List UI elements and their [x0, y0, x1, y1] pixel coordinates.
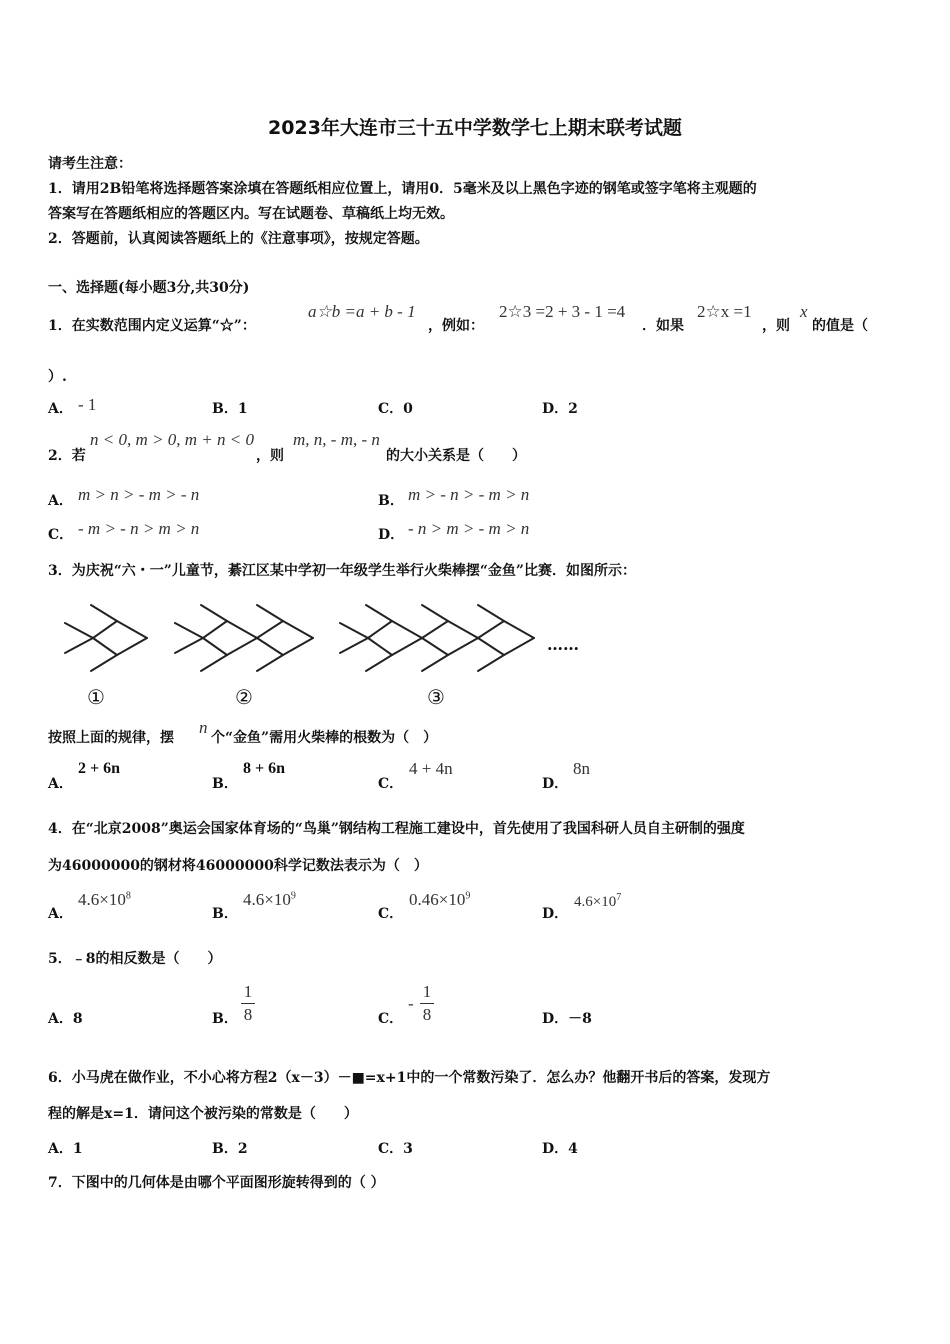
- q5-option-b-label: B．: [212, 1011, 238, 1027]
- q3-option-b-label: B．: [212, 776, 238, 792]
- q5-option-d: D．－8: [542, 1011, 592, 1027]
- q5-option-c-numerator: 1: [422, 982, 432, 1001]
- q3-question-b: 个“金鱼”需用火柴棒的根数为（ ）: [211, 730, 438, 746]
- q4-option-b-base: 4.6×10: [243, 890, 291, 909]
- q1-definition: a☆b =a + b - 1: [308, 302, 416, 321]
- q6-line-1: 6．小马虎在做作业，不小心将方程2（x－3）－■=x+1中的一个常数污染了．怎么办？他翻开书后的答案，发现方: [48, 1070, 771, 1086]
- q4-option-d-exp: 7: [616, 892, 622, 903]
- q1-option-a: - 1: [78, 395, 97, 414]
- q6-option-b: B．2: [212, 1141, 248, 1157]
- section-heading: 一、选择题(每小题3分,共30分): [48, 280, 250, 296]
- figure-ellipsis: ……: [547, 635, 579, 654]
- q2-text-1: 2．若: [48, 448, 86, 464]
- q4-option-c-exp: 9: [465, 890, 471, 902]
- q5-option-a: A．8: [48, 1011, 83, 1027]
- q3-option-a: 2 + 6n: [78, 760, 121, 777]
- q4-option-a-base: 4.6×10: [78, 890, 126, 909]
- q3-text: 3．为庆祝“六・一”儿童节，綦江区某中学初一年级学生举行火柴棒摆“金鱼”比赛．如图所示：: [48, 563, 636, 579]
- q4-option-a-label: A．: [48, 906, 73, 922]
- fraction-bar: [420, 1003, 434, 1004]
- fraction-bar: [241, 1003, 255, 1004]
- q2-option-d: - n > m > - m > n: [408, 519, 530, 538]
- q5-option-c-denominator: 8: [422, 1005, 432, 1024]
- q1-option-c: C．0: [378, 401, 413, 417]
- q3-option-b: 8 + 6n: [243, 760, 286, 777]
- q6-line-2: 程的解是x=1．请问这个被污染的常数是（ ）: [48, 1106, 358, 1122]
- q5-option-b-denominator: 8: [243, 1005, 253, 1024]
- q2-option-a: m > n > - m > - n: [78, 485, 200, 504]
- q3-option-d-label: D．: [542, 776, 569, 792]
- q4-option-b: [243, 890, 296, 910]
- notice-heading: 请考生注意：: [48, 156, 132, 172]
- q1-text-4: ，则: [762, 318, 790, 334]
- page-title: 2023年大连市三十五中学数学七上期末联考试题: [268, 117, 682, 139]
- q3-option-d: 8n: [573, 759, 590, 778]
- q2-option-a-label: A．: [48, 493, 73, 509]
- q3-option-c-label: C．: [378, 776, 404, 792]
- figure-label-3: ③: [427, 685, 445, 709]
- figure-label-2: ②: [235, 685, 253, 709]
- q3-option-c: 4 + 4n: [409, 759, 453, 778]
- goldfish-2: [175, 605, 313, 671]
- q2-option-d-label: D．: [378, 527, 405, 543]
- q2-option-b: m > - n > - m > n: [408, 485, 530, 504]
- q1-option-d: D．2: [542, 401, 578, 417]
- q3-question-a: 按照上面的规律，摆: [48, 730, 174, 746]
- figure-label-1: ①: [87, 685, 105, 709]
- q1-option-a-label: A．: [48, 401, 73, 417]
- q5-option-b-numerator: 1: [243, 982, 253, 1001]
- q4-option-a-exp: 8: [125, 890, 131, 902]
- q5-option-b-fraction: [238, 982, 258, 1025]
- goldfish-1: [65, 605, 147, 671]
- q4-line-1: 4．在“北京2008”奥运会国家体育场的“鸟巢”钢结构工程施工建设中，首先使用了我国科研人员自主研制的强度: [48, 821, 745, 837]
- q5-option-c-fraction: [417, 982, 437, 1025]
- goldfish-3: [340, 605, 534, 671]
- q1-text-3: ．如果: [642, 318, 684, 334]
- q5-text: 5．﹣8的相反数是（ ）: [48, 951, 222, 967]
- q1-text-2: ，例如：: [428, 318, 484, 334]
- q4-option-c-label: C．: [378, 906, 404, 922]
- q6-option-d: D．4: [542, 1141, 578, 1157]
- q2-option-c: - m > - n > m > n: [78, 519, 200, 538]
- q6-option-a: A．1: [48, 1141, 83, 1157]
- q2-option-b-label: B．: [378, 493, 404, 509]
- q7-text: 7．下图中的几何体是由哪个平面图形旋转得到的（ ）: [48, 1175, 385, 1191]
- q4-option-c-base: 0.46×10: [409, 890, 466, 909]
- q3-option-a-label: A．: [48, 776, 73, 792]
- q4-option-d-base: 4.6×10: [574, 894, 617, 910]
- q2-text-3: 的大小关系是（ ）: [386, 448, 526, 464]
- q4-option-a: [78, 890, 131, 910]
- q1-example: 2☆3 =2 + 3 - 1 =4: [499, 302, 626, 321]
- q4-option-b-exp: 9: [290, 890, 296, 902]
- notice-line-2: 2．答题前，认真阅读答题纸上的《注意事项》，按规定答题。: [48, 231, 429, 247]
- q1-text-cont: ）.: [48, 369, 67, 385]
- q4-option-d-label: D．: [542, 906, 569, 922]
- notice-line-1b: 答案写在答题纸相应的答题区内。写在试题卷、草稿纸上均无效。: [48, 206, 454, 222]
- q1-text-5: 的值是（: [812, 318, 868, 334]
- q1-variable: x: [800, 302, 808, 321]
- q6-option-c: C．3: [378, 1141, 413, 1157]
- q4-option-c: [409, 890, 470, 910]
- q2-variables: m, n, - m, - n: [293, 430, 380, 449]
- q5-option-c-sign: -: [408, 994, 414, 1013]
- q5-option-c-label: C．: [378, 1011, 404, 1027]
- q4-option-b-label: B．: [212, 906, 238, 922]
- q1-option-b: B．1: [212, 401, 248, 417]
- q3-variable: n: [199, 718, 208, 737]
- q1-text-1: 1．在实数范围内定义运算“☆”：: [48, 318, 256, 334]
- goldfish-figure: [55, 595, 615, 715]
- q4-line-2: 为46000000的钢材将46000000科学记数法表示为（ ）: [48, 858, 428, 874]
- q4-option-d: [574, 892, 621, 911]
- q2-text-2: ，则: [256, 448, 284, 464]
- q2-option-c-label: C．: [48, 527, 74, 543]
- notice-line-1a: 1．请用2B铅笔将选择题答案涂填在答题纸相应位置上，请用0．5毫米及以上黑色字迹的钢笔或签字笔将主观题的: [48, 181, 757, 197]
- q1-condition: 2☆x =1: [697, 302, 752, 321]
- q2-condition: n < 0, m > 0, m + n < 0: [90, 430, 254, 449]
